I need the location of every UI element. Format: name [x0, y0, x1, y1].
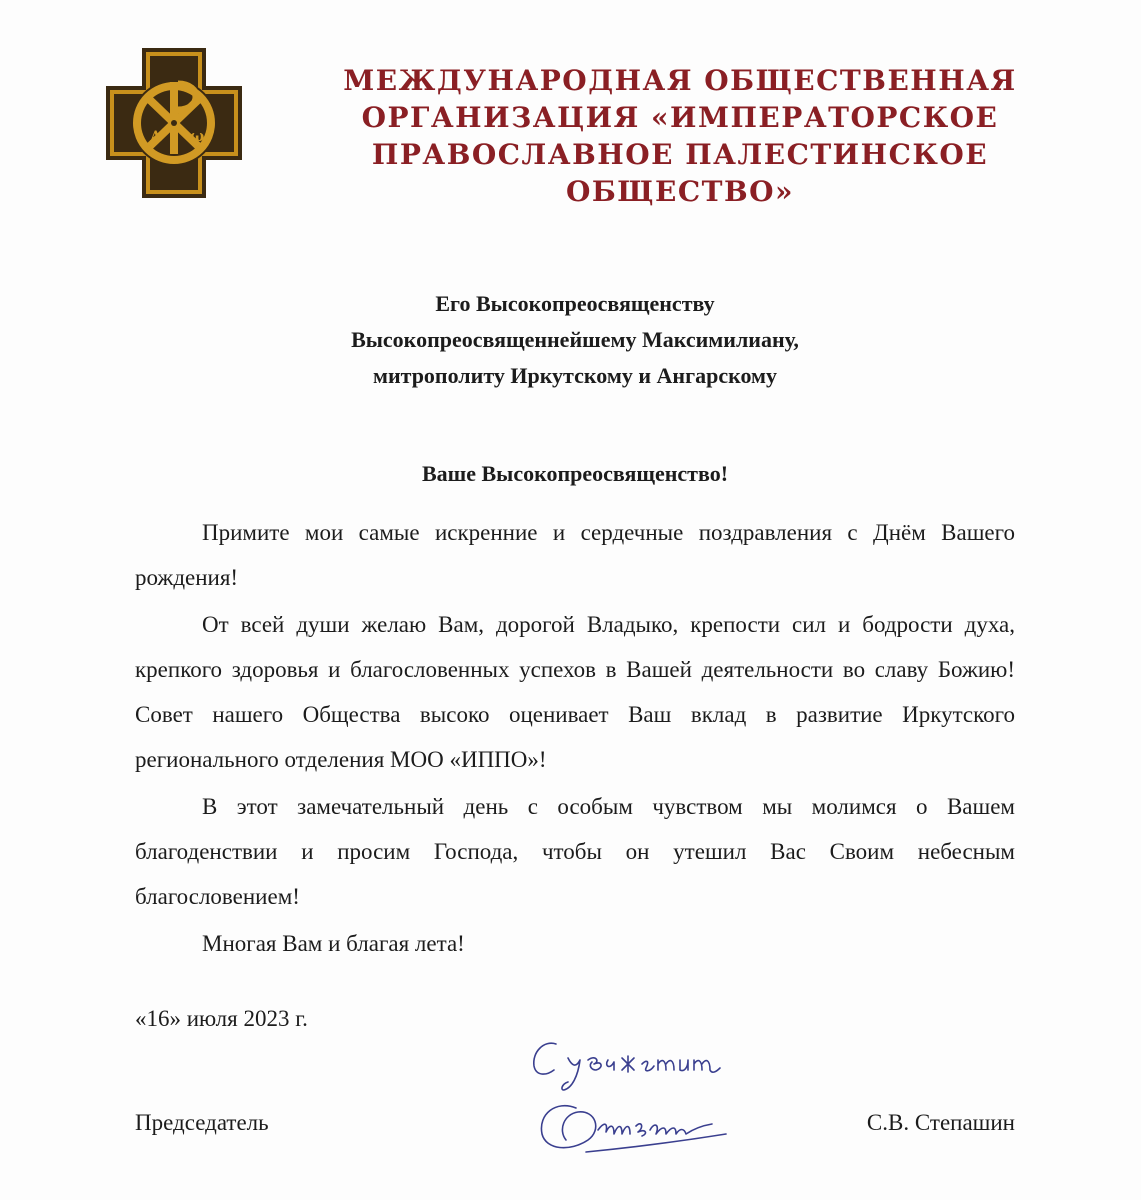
addressee-block [180, 286, 970, 394]
body-paragraph: Многая Вам и благая лета! [202, 931, 465, 956]
addressee-line: Его Высокопреосвященству [435, 291, 715, 316]
letter-body [135, 510, 1015, 968]
chi-rho-cross-emblem-icon [104, 46, 244, 200]
organization-title-line: ПРАВОСЛАВНОЕ ПАЛЕСТИНСКОЕ ОБЩЕСТВО» [371, 138, 989, 208]
signatory-position: Председатель [135, 1110, 269, 1135]
alpha-letter: А [150, 129, 162, 145]
organization-title [300, 62, 1060, 210]
body-paragraph: От всей души желаю Вам, дорогой Владыко, крепости сил и бодрости духа, крепкого здоровья и благословенных успехов в Вашей деятельности во славу Божию! Совет нашего Общества высоко оценивает Ваш вклад в развитие Иркутского регионального отделения МОО «ИППО»! [135, 612, 1015, 772]
letter-date: «16» июля 2023 г. [135, 1006, 308, 1031]
body-paragraph: Примите мои самые искренние и сердечные поздравления с Днём Вашего рождения! [135, 520, 1015, 590]
salutation: Ваше Высокопреосвященство! [421, 461, 729, 486]
organization-title-line: ОРГАНИЗАЦИЯ «ИМПЕРАТОРСКОЕ [361, 101, 999, 134]
organization-title-line: МЕЖДУНАРОДНАЯ ОБЩЕСТВЕННАЯ [343, 64, 1017, 97]
addressee-line: митрополиту Иркутскому и Ангарскому [372, 363, 778, 388]
omega-letter: ω [190, 127, 205, 145]
body-paragraph: В этот замечательный день с особым чувством мы молимся о Вашем благоденствии и просим Господа, чтобы он утешил Вас Своим небесным благословением! [135, 794, 1015, 909]
addressee-line: Высокопреосвященнейшему Максимилиану, [351, 327, 799, 352]
handwritten-signature-icon [516, 1030, 766, 1160]
signatory-name: С.В. Степашин [866, 1110, 1015, 1135]
